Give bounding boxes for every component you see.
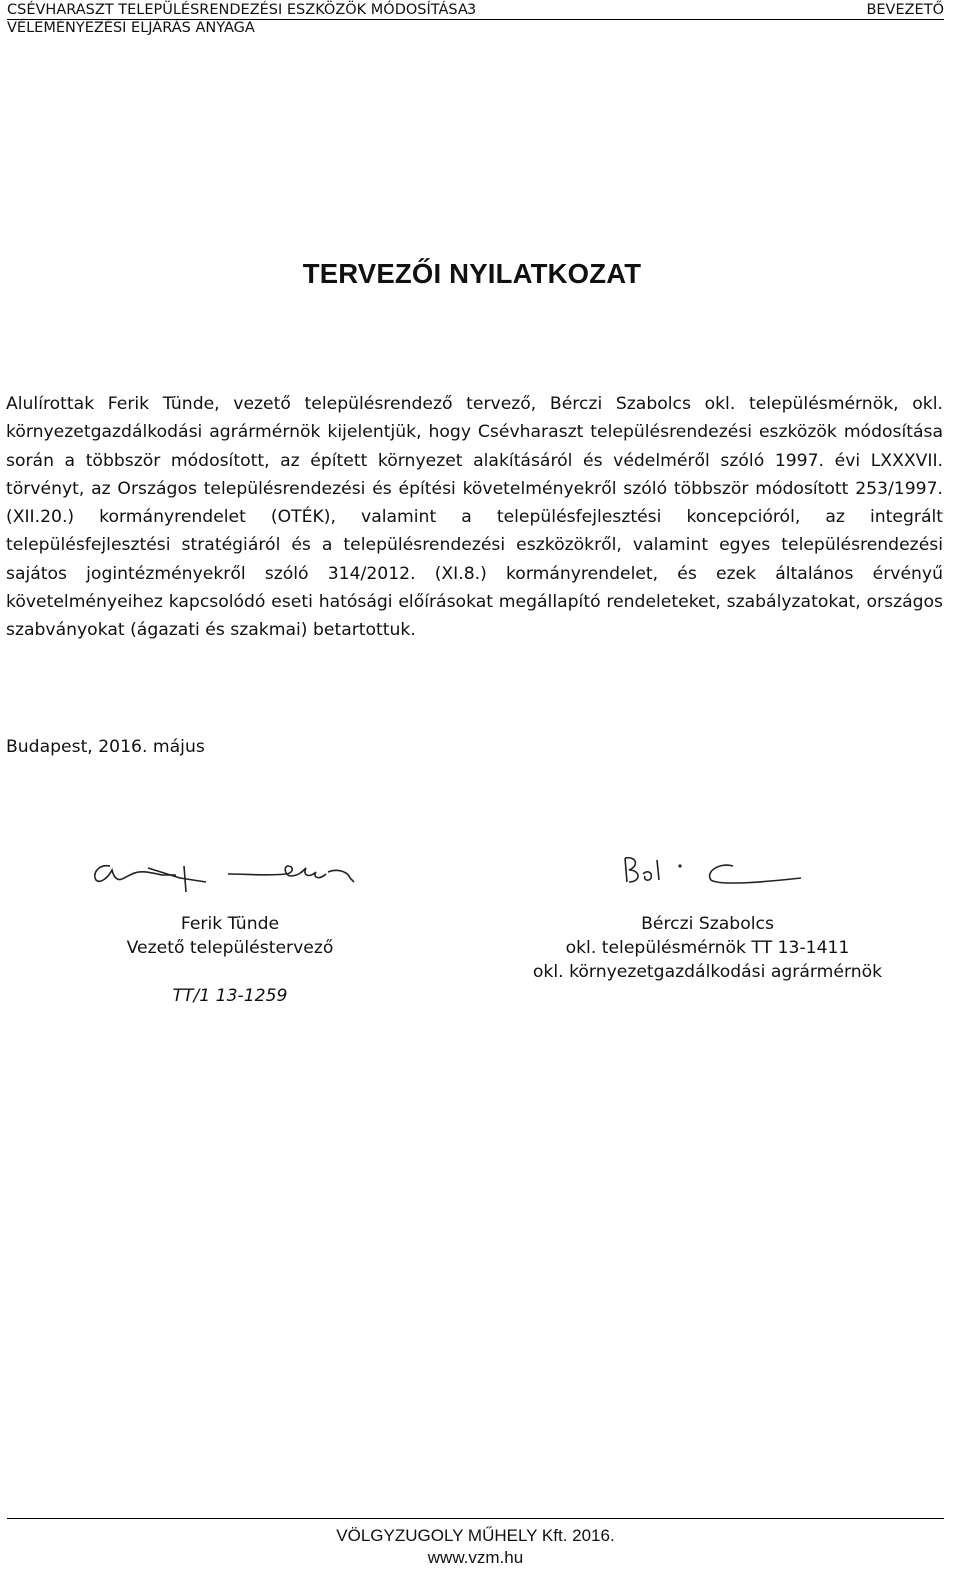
- signatory-left-id: TT/1 13-1259: [172, 986, 288, 1006]
- signature-berczi: [615, 848, 815, 892]
- signatory-right: [480, 912, 935, 984]
- header-subtitle: VÉLEMÉNYEZÉSI ELJÁRÁS ANYAGA: [7, 20, 255, 36]
- declaration-text: Alulírottak Ferik Tünde, vezető településrendező tervező, Bérczi Szabolcs okl. településmérnök, okl. környezetgazdálkodási agrármérnök kijelentjük, hogy Csévharaszt településrendezési eszközök módosítása során a többször módosított, az épített környezet alakításáról és védelméről szóló 1997. évi LXXXVII. törvényt, az Országos településrendezési és építési követelményekről szóló többször módosított 253/1997. (XII.20.) kormányrendelet (OTÉK), valamint a településfejlesztési koncepcióról, az integrált településfejlesztési stratégiáról és a településrendezési eszközökről, valamint egyes településrendezési sajátos jogintézményekről szóló 314/2012. (XI.8.) kormányrendelet, és ezek általános érvényű követelményeihez kapcsolódó eseti hatósági előírásokat megállapító rendeleteket, szabályzatokat, országos szabványokat (ágazati és szakmai) betartottuk.: [6, 394, 943, 641]
- header-doc-title: CSÉVHARASZT TELEPÜLÉSRENDEZÉSI ESZKÖZÖK MÓDOSÍTÁSA: [7, 2, 468, 18]
- page-footer: [7, 1518, 944, 1569]
- declaration-paragraph: [6, 390, 943, 645]
- place-date: Budapest, 2016. május: [6, 737, 205, 757]
- signatory-left-role: Vezető településtervező: [126, 938, 334, 958]
- signatory-left-name: Ferik Tünde: [180, 914, 280, 934]
- footer-company: VÖLGYZUGOLY MŰHELY Kft. 2016.: [336, 1526, 615, 1545]
- header-top-line: [7, 2, 944, 20]
- signatory-right-role1: okl. településmérnök TT 13-1411: [565, 938, 850, 958]
- signatory-right-name: Bérczi Szabolcs: [641, 914, 774, 934]
- page-header: [7, 2, 944, 37]
- signature-ferik: [88, 848, 368, 896]
- header-section: BEVEZETŐ: [866, 2, 944, 18]
- signatory-right-role2: okl. környezetgazdálkodási agrármérnök: [532, 962, 883, 982]
- page-title: TERVEZŐI NYILATKOZAT: [302, 258, 642, 289]
- header-page-number: 3: [467, 2, 477, 18]
- signatory-left: [80, 912, 380, 1008]
- footer-website[interactable]: www.vzm.hu: [427, 1548, 524, 1567]
